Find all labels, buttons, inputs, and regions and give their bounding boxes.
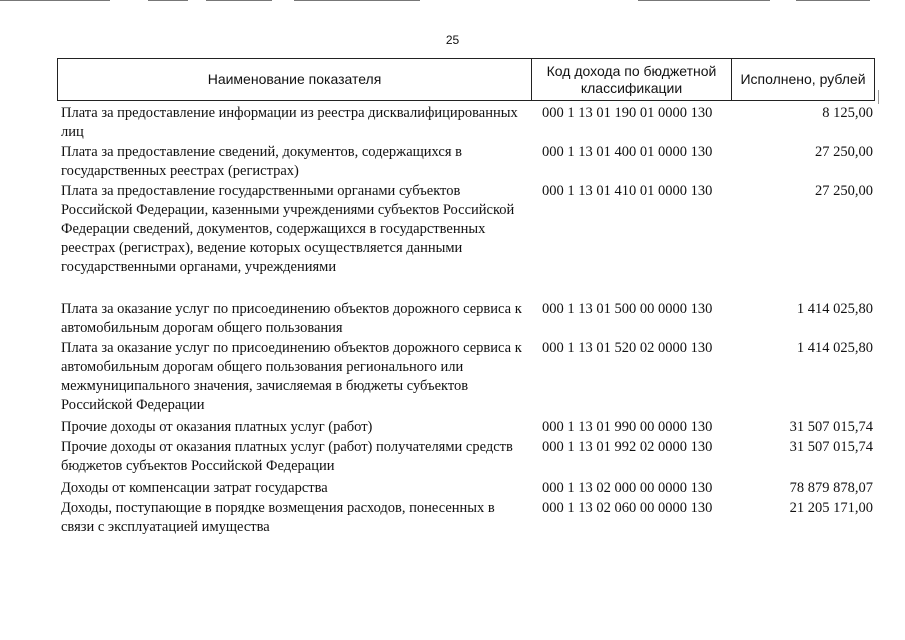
row-name: Доходы, поступающие в порядке возмещения расходов, понесенных в связи с эксплуатацией имущества bbox=[61, 500, 495, 535]
table-body bbox=[57, 104, 875, 539]
row-name: Плата за предоставление информации из реестра дисквалифицированных лиц bbox=[61, 105, 518, 140]
row-code: 000 1 13 01 992 02 0000 130 bbox=[542, 439, 713, 455]
table-row bbox=[57, 479, 875, 499]
top-rule bbox=[148, 0, 188, 1]
table-header bbox=[57, 58, 875, 101]
margin-mark bbox=[878, 90, 879, 104]
row-amount: 1 414 025,80 bbox=[796, 340, 873, 356]
row-name: Плата за предоставление сведений, документов, содержащихся в государственных реестрах (регистрах) bbox=[61, 144, 462, 179]
row-name: Прочие доходы от оказания платных услуг (работ) bbox=[61, 419, 373, 435]
table-row bbox=[57, 182, 875, 300]
row-code: 000 1 13 01 520 02 0000 130 bbox=[542, 340, 713, 356]
row-name: Доходы от компенсации затрат государства bbox=[61, 480, 328, 496]
row-amount: 78 879 878,07 bbox=[789, 480, 873, 496]
row-code: 000 1 13 01 400 01 0000 130 bbox=[542, 144, 713, 160]
row-code: 000 1 13 02 060 00 0000 130 bbox=[542, 500, 713, 516]
row-amount: 27 250,00 bbox=[815, 144, 873, 160]
row-amount: 21 205 171,00 bbox=[789, 500, 873, 516]
row-name: Плата за предоставление государственными органами субъектов Российской Федерации, казенными учреждениями субъектов Российской Федерации сведений, документов, содержащихся в государственных реестрах (регистрах), ведение которых осуществляется данными государственными органами, учреждениями bbox=[61, 183, 515, 275]
top-rule bbox=[796, 0, 870, 1]
table-row bbox=[57, 104, 875, 143]
top-rule bbox=[638, 0, 770, 1]
top-rule bbox=[294, 0, 420, 1]
table-row bbox=[57, 339, 875, 418]
table-row bbox=[57, 499, 875, 539]
header-amount: Исполнено, рублей bbox=[740, 71, 866, 87]
row-code: 000 1 13 01 990 00 0000 130 bbox=[542, 419, 713, 435]
row-code: 000 1 13 01 410 01 0000 130 bbox=[542, 183, 713, 199]
row-name: Прочие доходы от оказания платных услуг (работ) получателями средств бюджетов субъектов Российской Федерации bbox=[61, 439, 513, 474]
row-code: 000 1 13 02 000 00 0000 130 bbox=[542, 480, 713, 496]
row-amount: 27 250,00 bbox=[815, 183, 873, 199]
row-code: 000 1 13 01 500 00 0000 130 bbox=[542, 301, 713, 317]
top-rule bbox=[206, 0, 272, 1]
row-name: Плата за оказание услуг по присоединению объектов дорожного сервиса к автомобильным дорогам общего пользования bbox=[61, 301, 522, 336]
row-code: 000 1 13 01 190 01 0000 130 bbox=[542, 105, 713, 121]
row-amount: 8 125,00 bbox=[822, 105, 873, 121]
row-amount: 31 507 015,74 bbox=[789, 439, 873, 455]
row-name: Плата за оказание услуг по присоединению объектов дорожного сервиса к автомобильным дорогам общего пользования регионального или межмуниципального значения, зачисляемая в бюджеты субъектов Российской Федерации bbox=[61, 340, 522, 413]
top-rule bbox=[0, 0, 110, 1]
page-number: 25 bbox=[445, 33, 460, 47]
row-amount: 31 507 015,74 bbox=[789, 419, 873, 435]
header-code: Код дохода по бюджетной классификации bbox=[532, 59, 732, 100]
row-amount: 1 414 025,80 bbox=[796, 301, 873, 317]
table-row bbox=[57, 300, 875, 339]
header-name: Наименование показателя bbox=[58, 59, 532, 100]
table-row bbox=[57, 438, 875, 479]
table-row bbox=[57, 418, 875, 438]
table-row bbox=[57, 143, 875, 182]
